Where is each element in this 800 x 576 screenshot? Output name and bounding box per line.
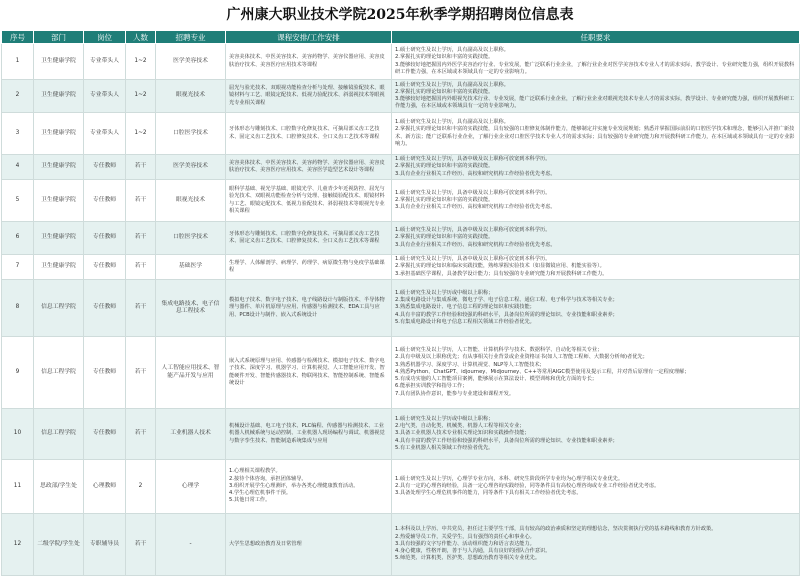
requirement-line: 1.硕士研究生及以上学历，心理学专业方向，本科、研究生阶段所学专业均为心理学相关专业优先。 (395, 475, 624, 482)
cell-post: 专任教师 (84, 155, 126, 180)
cell-count: 若干 (126, 180, 156, 222)
header-dept: 部门 (34, 31, 84, 44)
cell-no: 7 (2, 255, 34, 280)
header-course: 课程安排/工作安排 (226, 31, 392, 44)
requirement-line: 3.具有企业行业相关工作经历、高校和研究机构工作经验者优先考虑。 (395, 241, 556, 248)
cell-major: 口腔医学技术 (156, 113, 226, 155)
requirement-line: 5.有工业机器人相关领域工作经验者优先。 (395, 444, 494, 451)
requirement-line: 1.硕士研究生及以上学历，具备中级及以上职称可放宽到本科学历。 (395, 227, 551, 234)
cell-dept: 信息工程学院 (34, 337, 84, 409)
requirement-line: 1.硕士研究生及以上学历，人工智能、计算机科学与技术、数据科学、自动化等相关专业； (395, 347, 603, 354)
cell-dept: 卫生健康学院 (34, 44, 84, 80)
cell-no: 10 (2, 409, 34, 460)
cell-no: 12 (2, 514, 34, 576)
cell-count: 若干 (126, 280, 156, 337)
cell-post: 专任教师 (84, 180, 126, 222)
cell-course: 大学生思想政治教育及日常管理 (226, 514, 392, 576)
cell-post: 专任教师 (84, 409, 126, 460)
requirement-line: 1.硕士研究生及以上学历，具有副高及以上职称。 (395, 47, 509, 54)
requirement-line: 2.掌握扎实的理论知识和丰富的实践技能。 (395, 54, 494, 61)
requirement-line: 2.掌握扎实的理论知识和丰富的实践技能，具有较强的口腔修复体制作能力，能够制定并实施专业发展规划；熟悉并掌握国际前沿的口腔医学技术和理念，能够引入并推广新技术、新方法；能广泛联系行业企业，了解行业企业对口腔医学技术专业人才的需求实际；具有较强的专业研究能力和开展教科研工作能力，在本区域或本领域具有一定的专业影响力。 (395, 126, 795, 147)
cell-requirements (392, 113, 800, 155)
cell-no: 8 (2, 280, 34, 337)
cell-count: 若干 (126, 255, 156, 280)
cell-post: 心理教师 (84, 460, 126, 514)
cell-course: 嵌入式系统原理与应用、传感器与检测技术、模拟电子技术、数字电子技术、深度学习、机器学习、计算机视觉、人工智能应用开发、智能硬件开发、智能传感器技术、物联网技术、智能控制系统、智能系统设计 (226, 337, 392, 409)
cell-dept: 卫生健康学院 (34, 180, 84, 222)
requirement-line: 2.掌握扎实的理论知识和丰富的实践技能。 (395, 234, 494, 241)
cell-requirements (392, 222, 800, 255)
table-row (2, 255, 800, 280)
cell-count: 若干 (126, 514, 156, 576)
table-row (2, 44, 800, 80)
cell-no: 9 (2, 337, 34, 409)
cell-major: 眼视光技术 (156, 180, 226, 222)
requirement-line: 4.熟悉Python、ChatGPT、idjourney、Midjourney、C++等常用AIGC模型使用及提示工程，并对背后原理有一定程度理解； (395, 368, 690, 375)
cell-course: 牙体形态与雕刻技术、口腔数字化修复技术、可摘局部义齿工艺技术、固定义齿工艺技术、口腔修复技术、全口义齿工艺技术等课程 (226, 113, 392, 155)
cell-requirements (392, 255, 800, 280)
cell-post: 专业带头人 (84, 80, 126, 113)
cell-requirements (392, 409, 800, 460)
page-title: 广州康大职业技术学院2025年秋季学期招聘岗位信息表 (226, 7, 574, 23)
table-row (2, 409, 800, 460)
requirement-line: 3.能够较好地把握国内外医学美容治疗行业、专业发展，能广泛联系行业企业，了解行业企业对医学美容技术专业人才的需求实际，教学设计、专业研究能力强，组织开展教科研工作能力强，在本区域或本领域具有一定的专业影响力。 (395, 61, 795, 75)
requirement-line: 1.硕士研究生及以上学历，具备中级及以上职称可放宽到本科学历。 (395, 189, 551, 196)
cell-count: 1~2 (126, 44, 156, 80)
requirement-line: 2.热爱辅导员工作，关爱学生，具有强烈的责任心和事业心。 (395, 533, 535, 540)
cell-no: 1 (2, 44, 34, 80)
cell-no: 11 (2, 460, 34, 514)
header-req: 任职要求 (392, 31, 800, 44)
requirement-line: 4.具有丰富的教学工作经验和较强的科研水平，具备岗位所需的理论知识、专业技能和职业素养； (395, 437, 618, 444)
requirement-line: 3.承担基础医学课程，具备教学设计能力；具有较强的专业研究能力和开展教科研工作能力。 (395, 270, 608, 277)
requirement-line: 3.具有企业行业相关工作经历、高校和研究机构工作经验者优先考虑。 (395, 170, 556, 177)
requirement-line: 7.具有团队协作意识，能参与专业建设和课程开发。 (395, 390, 515, 397)
cell-major: 基础医学 (156, 255, 226, 280)
header-count: 人数 (126, 31, 156, 44)
cell-requirements (392, 280, 800, 337)
cell-requirements (392, 337, 800, 409)
cell-no: 3 (2, 113, 34, 155)
cell-no: 6 (2, 222, 34, 255)
requirement-line: 3.具备工业机器人技术专业相关理论知识和实践操作技能； (395, 430, 530, 437)
requirement-line: 3.具有企业行业相关工作经历、高校和研究机构工作经验者优先考虑。 (395, 204, 556, 211)
requirement-line: 1.硕士研究生及以上学历，具有副高及以上职称。 (395, 119, 509, 126)
cell-dept: 信息工程学院 (34, 280, 84, 337)
cell-course: 屈光与验光技术、双眼视功能检查分析与处理、接触镜验配技术、眼镜材料与工艺、眼镜定配技术、低视力验配技术、斜弱视技术等眼视光专业相关课程 (226, 80, 392, 113)
requirement-line: 2.具有一定的心理咨询经验，具备一定心理咨询实践经验，同等条件具有高校心理咨询或专业工作经验者优先考虑。 (395, 482, 660, 489)
cell-dept: 二级学院/学生处 (34, 514, 84, 576)
cell-count: 2 (126, 460, 156, 514)
cell-post: 专任教师 (84, 222, 126, 255)
table-row (2, 337, 800, 409)
cell-dept: 卫生健康学院 (34, 222, 84, 255)
cell-count: 若干 (126, 155, 156, 180)
cell-dept: 思政部/学生处 (34, 460, 84, 514)
cell-dept: 信息工程学院 (34, 409, 84, 460)
cell-requirements (392, 44, 800, 80)
requirement-line: 4.身心健康，性格开朗，善于与人沟通，具有良好的团队合作意识。 (395, 548, 551, 555)
requirement-line: 1.本科及以上学历、中共党员，担任过主要学生干部，具有较高的政治素质和坚定的理想信念，坚决贯彻执行党的基本路线和教育方针政策。 (395, 526, 717, 533)
header-major: 招聘专业 (156, 31, 226, 44)
table-row (2, 514, 800, 576)
cell-major: 集成电路技术、电子信息工程技术 (156, 280, 226, 337)
cell-no: 4 (2, 155, 34, 180)
requirement-line: 1.硕士研究生及以上学历或中级以上职称； (395, 289, 494, 296)
table-row (2, 80, 800, 113)
requirement-line: 4.具有丰富的教学工作经验和较强的科研水平，具备岗位所需的理论知识、专业技能和职业素养； (395, 311, 618, 318)
requirement-line: 2.掌握扎实的理论知识和临床实践技能，熟练掌握实验技术（如显微镜应用、机能实验等）。 (395, 263, 605, 270)
requirement-line: 2.集成电路设计与集成系统、微电子学、电子信息工程、通信工程、电子科学与技术等相关专业； (395, 297, 618, 304)
requirement-line: 3.具有较强的文字写作能力、活动组织能力和语言表达能力。 (395, 540, 535, 547)
cell-requirements (392, 80, 800, 113)
requirement-line: 5.有成功实施的人工智能项目案例，能够展示在算法设计、模型训练和优化方面的专长； (395, 376, 598, 383)
cell-course: 模拟电子技术、数字电子技术、电子线路设计与制版技术、半导体物理与器件、单片机原理与应用、传感器与检测技术、EDA工具与应用、PCB设计与制作、嵌入式系统设计 (226, 280, 392, 337)
cell-post: 专业带头人 (84, 44, 126, 80)
cell-post: 专业带头人 (84, 113, 126, 155)
cell-post: 专任教师 (84, 255, 126, 280)
table-row (2, 113, 800, 155)
cell-major: 工业机器人技术 (156, 409, 226, 460)
cell-count: 若干 (126, 337, 156, 409)
cell-count: 1~2 (126, 80, 156, 113)
cell-course: 1.心理相关课程教学。 2.接待个体咨询，承担团体辅导。 3.组织开展学生心理测评，举办各类心理健康教育活动。 4.学生心理危机事件干预。 5.其他日常工作。 (226, 460, 392, 514)
requirement-line: 2.具有中级及以上职称优先；有从事相关行业背景或企业资格证书(如人工智能工程师、大数据分析师)者优先； (395, 354, 648, 361)
cell-count: 1~2 (126, 113, 156, 155)
cell-major: 人工智能应用技术、智能产品开发与应用 (156, 337, 226, 409)
table-row (2, 222, 800, 255)
cell-post: 专任教师 (84, 280, 126, 337)
header-post: 岗位 (84, 31, 126, 44)
cell-requirements (392, 460, 800, 514)
requirement-line: 6.能承担实训教学和指导工作； (395, 383, 468, 390)
requirement-line: 3.具备处理学生心理危机事件的能力，同等条件下具有相关工作经验者优先考虑。 (395, 490, 582, 497)
cell-dept: 卫生健康学院 (34, 80, 84, 113)
cell-major: 医学美容技术 (156, 155, 226, 180)
requirement-line: 1.硕士研究生及以上学历，具备中级及以上职称可放宽到本科学历。 (395, 256, 551, 263)
cell-major: 医学美容技术 (156, 44, 226, 80)
requirement-line: 1.硕士研究生及以上学历，具有副高及以上职称。 (395, 81, 509, 88)
header-no: 序号 (2, 31, 34, 44)
cell-course: 牙体形态与雕刻技术、口腔数字化修复技术、可摘局部义齿工艺技术、固定义齿工艺技术、口腔修复技术、全口义齿工艺技术等课程 (226, 222, 392, 255)
requirement-line: 2.掌握扎实的理论知识和丰富的实践技能。 (395, 163, 494, 170)
requirement-line: 3.能够较好地把握国内外眼视光技术行业、专业发展，能广泛联系行业企业，了解行业企业对眼视光技术专业人才的需求实际，教学设计、专业研究能力强，组织开展教科研工作能力强，在本区域或本领域具有一定的专业影响力。 (395, 96, 795, 110)
cell-course: 眼科学基础、视光学基础、眼镜光学、儿童青少年近视防控、屈光与验光技术、双眼视功能检查分析与处理、接触镜验配技术、眼镜材料与工艺、眼镜定配技术、低视力验配技术、斜弱视技术等眼视光专业相关课程 (226, 180, 392, 222)
requirement-line: 3.熟悉机器学习、深度学习、计算机视觉、NLP等人工智能技术； (395, 361, 545, 368)
cell-dept: 卫生健康学院 (34, 255, 84, 280)
requirement-line: 1.硕士研究生及以上学历或中级以上职称； (395, 415, 494, 422)
cell-post: 专任教师 (84, 337, 126, 409)
cell-major: 心理学 (156, 460, 226, 514)
cell-course: 生理学、人体解剖学、病理学、药理学、病原微生物与免疫学基础课程 (226, 255, 392, 280)
requirement-line: 5.有集成电路设计和电子信息工程相关领域工作经验者优先。 (395, 318, 535, 325)
requirement-line: 1.硕士研究生及以上学历，具备中级及以上职称可放宽到本科学历。 (395, 156, 551, 163)
table-row (2, 280, 800, 337)
cell-no: 5 (2, 180, 34, 222)
cell-no: 2 (2, 80, 34, 113)
cell-dept: 卫生健康学院 (34, 113, 84, 155)
cell-post: 专职辅导员 (84, 514, 126, 576)
cell-requirements (392, 155, 800, 180)
cell-major: - (156, 514, 226, 576)
cell-course: 美容美体技术、中医美容技术、美容药物学、美容仪器应用、美容皮肤治疗技术、美容医疗应用技术等课程 (226, 44, 392, 80)
cell-count: 若干 (126, 409, 156, 460)
cell-course: 美容美体技术、中医美容技术、美容药物学、美容仪器应用、美容皮肤治疗技术、美容医疗应用技术、美容医学造型艺术设计等课程 (226, 155, 392, 180)
cell-major: 口腔医学技术 (156, 222, 226, 255)
requirement-line: 5.师范类、计算机类、医护类、思想政治教育等相关专业优先。 (395, 555, 541, 562)
table-row (2, 155, 800, 180)
table-row (2, 180, 800, 222)
requirement-line: 2.电气类、自动化类、机械类、机器人工程等相关专业； (395, 423, 525, 430)
requirement-line: 3.熟悉集成电路设计、电子信息工程的理论知识和实践技能； (395, 304, 535, 311)
cell-dept: 卫生健康学院 (34, 155, 84, 180)
cell-major: 眼视光技术 (156, 80, 226, 113)
cell-count: 若干 (126, 222, 156, 255)
recruitment-table (1, 30, 800, 576)
requirement-line: 2.掌握扎实的理论知识和丰富的实践技能。 (395, 88, 494, 95)
cell-requirements (392, 180, 800, 222)
cell-requirements (392, 514, 800, 576)
requirement-line: 2.掌握扎实的理论知识和丰富的实践技能。 (395, 196, 494, 203)
cell-course: 机械设计基础、电工电子技术、PLC编程、传感器与检测技术、工业机器人机械系统与运动控制、工业机器人现场编程与调试、机器视觉与数字孪生技术、智能制造系统集成与应用 (226, 409, 392, 460)
table-header-row (2, 31, 800, 44)
table-row (2, 460, 800, 514)
